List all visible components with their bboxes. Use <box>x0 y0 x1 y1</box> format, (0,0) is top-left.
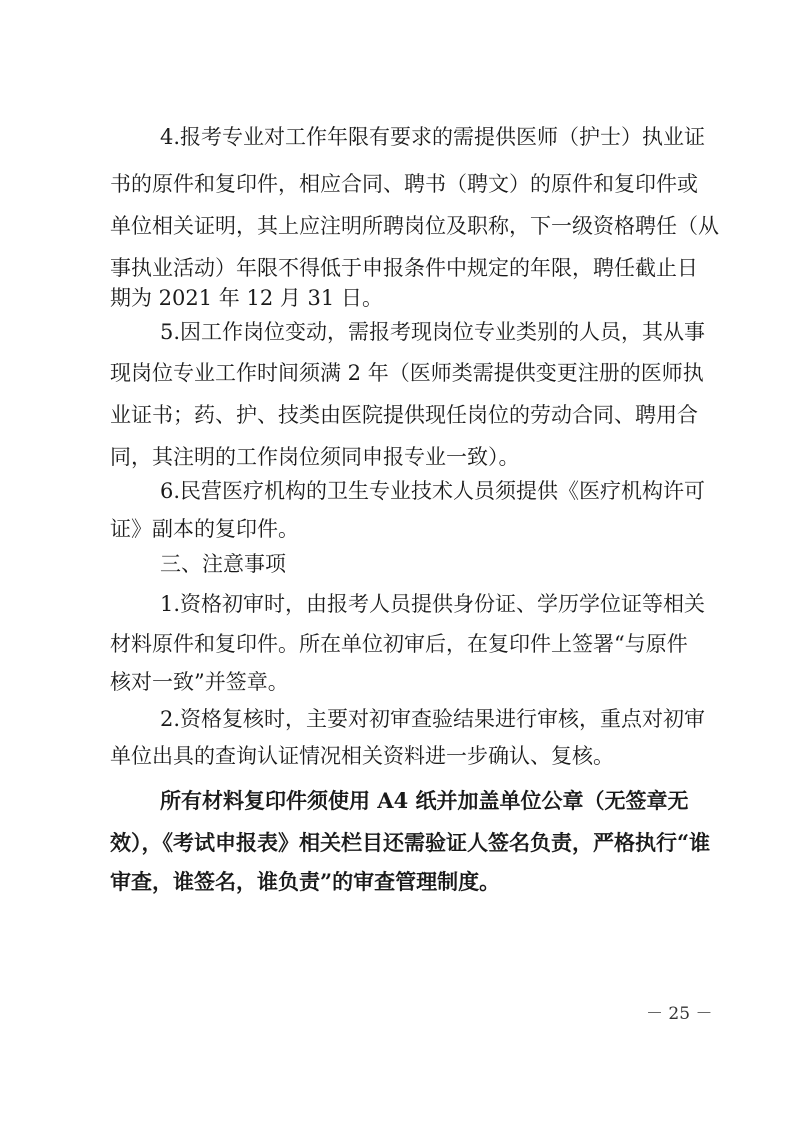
text-line: 所有材料复印件须使用 A4 纸并加盖单位公章（无签章无 <box>160 788 689 813</box>
text-line: 单位出具的查询认证情况相关资料进一步确认、复核。 <box>110 744 614 768</box>
text-line: 现岗位专业工作时间须满 2 年（医师类需提供变更注册的医师执 <box>110 361 704 385</box>
text-line: 期为 2021 年 12 月 31 日。 <box>110 286 383 310</box>
text-line: 审查，谁签名，谁负责”的审查管理制度。 <box>110 869 501 894</box>
text-line: 5.因工作岗位变动，需报考现岗位专业类别的人员，其从事 <box>160 320 706 344</box>
text-line: 核对一致”并签章。 <box>110 670 289 694</box>
text-line: 三、注意事项 <box>160 552 286 576</box>
text-line: 材料原件和复印件。所在单位初审后，在复印件上签署“与原件 <box>110 632 688 656</box>
text-line: 事执业活动）年限不得低于申报条件中规定的年限，聘任截止日 <box>110 256 698 280</box>
page-number: － 25 － <box>646 1004 713 1024</box>
text-line: 4.报考专业对工作年限有要求的需提供医师（护士）执业证 <box>160 125 706 149</box>
text-line: 业证书；药、护、技类由医院提供现任岗位的劳动合同、聘用合 <box>110 403 698 427</box>
text-line: 效），《考试申报表》相关栏目还需验证人签名负责，严格执行“谁 <box>110 830 711 855</box>
text-line: 证》副本的复印件。 <box>110 517 299 541</box>
text-line: 同，其注明的工作岗位须同申报专业一致）。 <box>110 445 520 469</box>
text-line: 2.资格复核时，主要对初审查验结果进行审核，重点对初审 <box>160 707 706 731</box>
text-line: 单位相关证明，其上应注明所聘岗位及职称，下一级资格聘任（从 <box>110 214 719 238</box>
text-line: 书的原件和复印件，相应合同、聘书（聘文）的原件和复印件或 <box>110 172 698 196</box>
text-line: 6.民营医疗机构的卫生专业技术人员须提供《医疗机构许可 <box>160 479 706 503</box>
text-line: 1.资格初审时，由报考人员提供身份证、学历学位证等相关 <box>160 592 706 616</box>
